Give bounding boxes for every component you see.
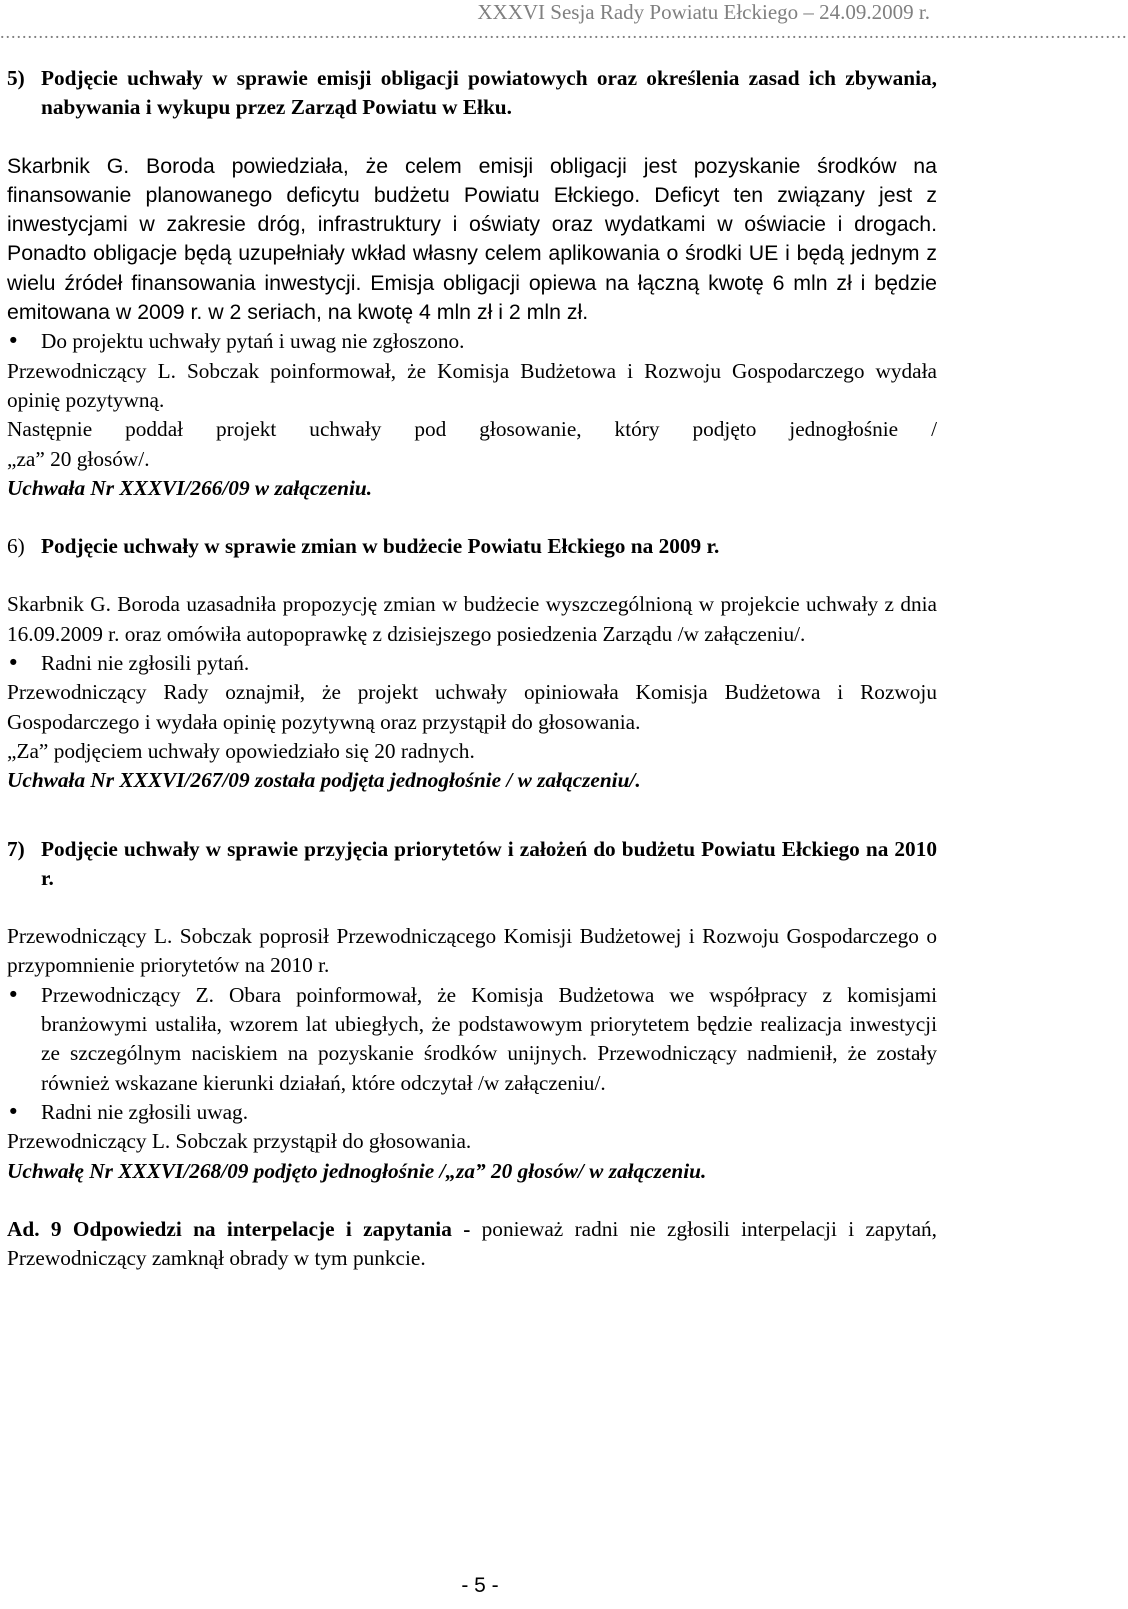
page-number: - 5 - <box>461 1574 499 1597</box>
bullet-text: Radni nie zgłosili uwag. <box>41 1099 249 1124</box>
ad-9-text: ponieważ radni nie zgłosili interpelacji i zapytań, Przewodniczący zamknął obrady w tym punkcie. <box>7 1216 938 1271</box>
section-7-title: Podjęcie uchwały w sprawie przyjęcia priorytetów i założeń do budżetu Powiatu Ełckiego na 2010 r. <box>41 836 937 890</box>
section-6-heading <box>7 532 937 561</box>
document-body <box>7 64 937 1273</box>
section-5-resolution: Uchwała Nr XXXVI/266/09 w załączeniu. <box>7 475 373 500</box>
section-5-paragraph-3b: „za” 20 głosów/. <box>7 446 150 471</box>
section-6-number: 6) <box>7 534 25 559</box>
ad-9-title: Odpowiedzi na interpelacje i zapytania - <box>72 1216 471 1241</box>
section-5-number: 5) <box>7 66 25 90</box>
section-6-paragraph-3: „Za” podjęciem uchwały opowiedziało się 20 radnych. <box>7 738 475 763</box>
bullet-text: Przewodniczący Z. Obara poinformował, że Komisja Budżetowa we współpracy z komisjami branżowymi ustaliła, wzorem lat ubiegłych, że podstawowym priorytetem będzie realizacja inwestycji ze szczególnym naciskiem na pozyskanie środków unijnych. Przewodniczący nadmienił, że zostały również wskazane kierunki działań, które odczytał /w załączeniu/. <box>41 982 937 1095</box>
section-5-heading <box>7 64 937 123</box>
section-6-bullet-1 <box>7 649 937 678</box>
section-6-paragraph-2: Przewodniczący Rady oznajmił, że projekt uchwały opiniowała Komisja Budżetowa i Rozwoju Gospodarczego i wydała opinię pozytywną oraz przystąpił do głosowania. <box>7 680 937 734</box>
section-7-bullet-2 <box>7 1098 937 1127</box>
section-6-title: Podjęcie uchwały w sprawie zmian w budżecie Powiatu Ełckiego na 2009 r. <box>41 534 720 559</box>
section-6-resolution: Uchwała Nr XXXVI/267/09 została podjęta jednogłośnie / w załączeniu/. <box>7 768 641 793</box>
section-7-paragraph-2: Przewodniczący L. Sobczak przystąpił do głosowania. <box>7 1129 472 1154</box>
header-dotted-line: ............................................................................................................................................................................................................. <box>0 22 1128 42</box>
section-7-paragraph-1: Przewodniczący L. Sobczak poprosił Przewodniczącego Komisji Budżetowej i Rozwoju Gospodarczego o przypomnienie priorytetów na 2010 r. <box>7 924 937 978</box>
bullet-text: Do projektu uchwały pytań i uwag nie zgłoszono. <box>41 329 465 354</box>
running-header: XXXVI Sesja Rady Powiatu Ełckiego – 24.09.2009 r. <box>477 0 930 24</box>
ad-9-paragraph <box>7 1215 937 1274</box>
bullet-icon: • <box>7 329 20 355</box>
section-5-paragraph-2: Przewodniczący L. Sobczak poinformował, że Komisja Budżetowa i Rozwoju Gospodarczego wydała opinię pozytywną. <box>7 358 937 412</box>
section-7-bullet-1 <box>7 981 937 1098</box>
section-6-paragraph-1: Skarbnik G. Boroda uzasadniła propozycję zmian w budżecie wyszczególnioną w projekcie uchwały z dnia 16.09.2009 r. oraz omówiła autopoprawkę z dzisiejszego posiedzenia Zarządu /w załączeniu/. <box>7 592 937 646</box>
bullet-text: Radni nie zgłosili pytań. <box>41 651 250 676</box>
section-5-paragraph-3a: Następnie poddał projekt uchwały pod głosowanie, który podjęto jednogłośnie / <box>7 417 937 442</box>
bullet-icon: • <box>7 1099 20 1125</box>
section-5-title: Podjęcie uchwały w sprawie emisji obligacji powiatowych oraz określenia zasad ich zbywania, nabywania i wykupu przez Zarząd Powiatu w Ełku. <box>41 66 937 120</box>
bullet-icon: • <box>7 651 20 677</box>
section-7-resolution: Uchwałę Nr XXXVI/268/09 podjęto jednogłośnie /„za” 20 głosów/ w załączeniu. <box>7 1158 707 1183</box>
section-5-paragraph-1: Skarbnik G. Boroda powiedziała, że celem emisji obligacji jest pozyskanie środków na finansowanie planowanego deficytu budżetu Powiatu Ełckiego. Deficyt ten związany jest z inwestycjami w zakresie dróg, infrastruktury i oświaty oraz wydatkami w oświacie i drogach. Ponadto obligacje będą uzupełniały wkład własny celem aplikowania o środki UE i będą jednym z wielu źródeł finansowania inwestycji. Emisja obligacji opiewa na łączną kwotę 6 mln zł i będzie emitowana w 2009 r. w 2 seriach, na kwotę 4 mln zł i 2 mln zł. <box>7 153 937 325</box>
section-5-bullet-1 <box>7 327 937 356</box>
bullet-icon: • <box>7 982 20 1008</box>
section-7-number: 7) <box>7 836 25 861</box>
section-7-heading <box>7 835 937 894</box>
ad-9-label: Ad. 9 <box>7 1216 62 1241</box>
